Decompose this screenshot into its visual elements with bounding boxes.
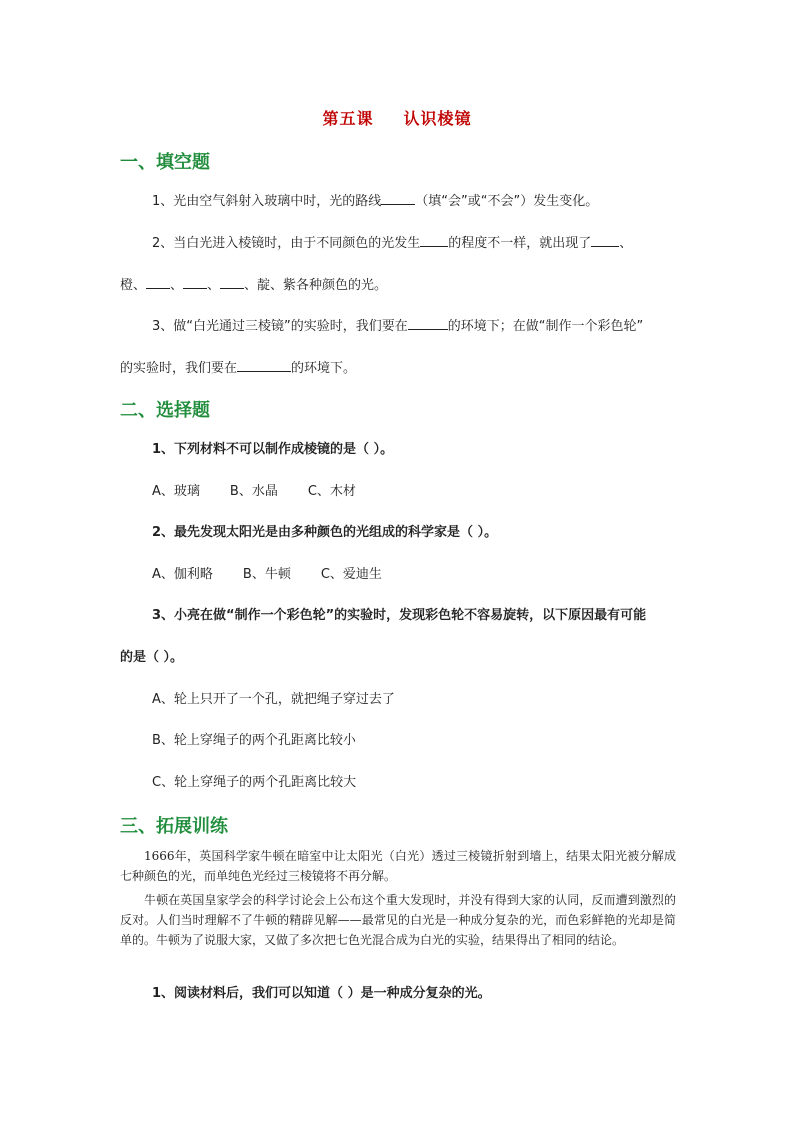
lesson-name: 认识棱镜	[403, 109, 472, 128]
reading-paragraph-2: 牛顿在英国皇家学会的科学讨论会上公布这个重大发现时，并没有得到大家的认同，反而遭到激烈的反对。人们当时理解不了牛顿的精辟见解——最常见的白光是一种成分复杂的光，而色彩鲜艳的光却是简单的。牛顿为了说服大家，又做了多次把七色光混合成为白光的实验，结果得出了相同的结论。	[120, 893, 676, 947]
fill-question-3: 3、做“白光通过三棱镜”的实验时，我们要在 的环境下；在做“制作一个彩色轮”	[152, 319, 644, 334]
page-title	[0, 106, 794, 129]
choice-question-1: 1、下列材料不可以制作成棱镜的是（ ）。	[152, 442, 394, 457]
choice-question-2: 2、最先发现太阳光是由多种颜色的光组成的科学家是（ ）。	[152, 525, 498, 540]
lesson-number: 第五课	[322, 109, 374, 128]
section-heading-choice: 二、选择题	[120, 400, 210, 421]
choice-option-b: B、轮上穿绳子的两个孔距离比较小	[152, 733, 356, 748]
answer-blank	[183, 276, 207, 289]
reading-question-1: 1、阅读材料后，我们可以知道（ ）是一种成分复杂的光。	[152, 986, 491, 1001]
option-b: B、水晶	[229, 484, 278, 499]
answer-blank	[591, 234, 619, 247]
answer-blank	[381, 192, 415, 205]
reading-paragraph-1: 1666年，英国科学家牛顿在暗室中让太阳光（白光）透过三棱镜折射到墙上，结果太阳光被分解成七种颜色的光，而单纯色光经过三棱镜将不再分解。	[120, 849, 676, 883]
option-c: C、木材	[307, 484, 356, 499]
choice-question-3-cont: 的是（ ）。	[120, 650, 184, 665]
answer-blank	[408, 317, 448, 330]
fill-question-3-cont: 的实验时，我们要在 的环境下。	[120, 361, 357, 376]
option-a: A、伽利略	[152, 567, 213, 582]
option-c: C、爱迪生	[320, 567, 382, 582]
choice-option-c: C、轮上穿绳子的两个孔距离比较大	[152, 775, 357, 790]
choice-option-a: A、轮上只开了一个孔，就把绳子穿过去了	[152, 692, 395, 707]
fill-question-2: 2、当白光进入棱镜时，由于不同颜色的光发生 的程度不一样，就出现了 、	[152, 236, 633, 251]
choice-question-3: 3、小亮在做“制作一个彩色轮”的实验时，发现彩色轮不容易旋转，以下原因最有可能	[152, 608, 647, 623]
answer-blank	[146, 276, 170, 289]
answer-blank	[220, 276, 244, 289]
answer-blank	[237, 359, 291, 372]
choice-options-2	[152, 567, 382, 583]
option-a: A、玻璃	[152, 484, 200, 499]
option-b: B、牛顿	[242, 567, 291, 582]
section-heading-fill: 一、填空题	[120, 152, 210, 173]
section-heading-extension: 三、拓展训练	[120, 816, 228, 837]
fill-question-1: 1、光由空气斜射入玻璃中时，光的路线 （填“会”或“不会”）发生变化。	[152, 194, 599, 209]
fill-question-2-cont: 橙、 、 、 、靛、紫各种颜色的光。	[120, 278, 388, 293]
choice-options-1	[152, 484, 356, 500]
answer-blank	[420, 234, 448, 247]
